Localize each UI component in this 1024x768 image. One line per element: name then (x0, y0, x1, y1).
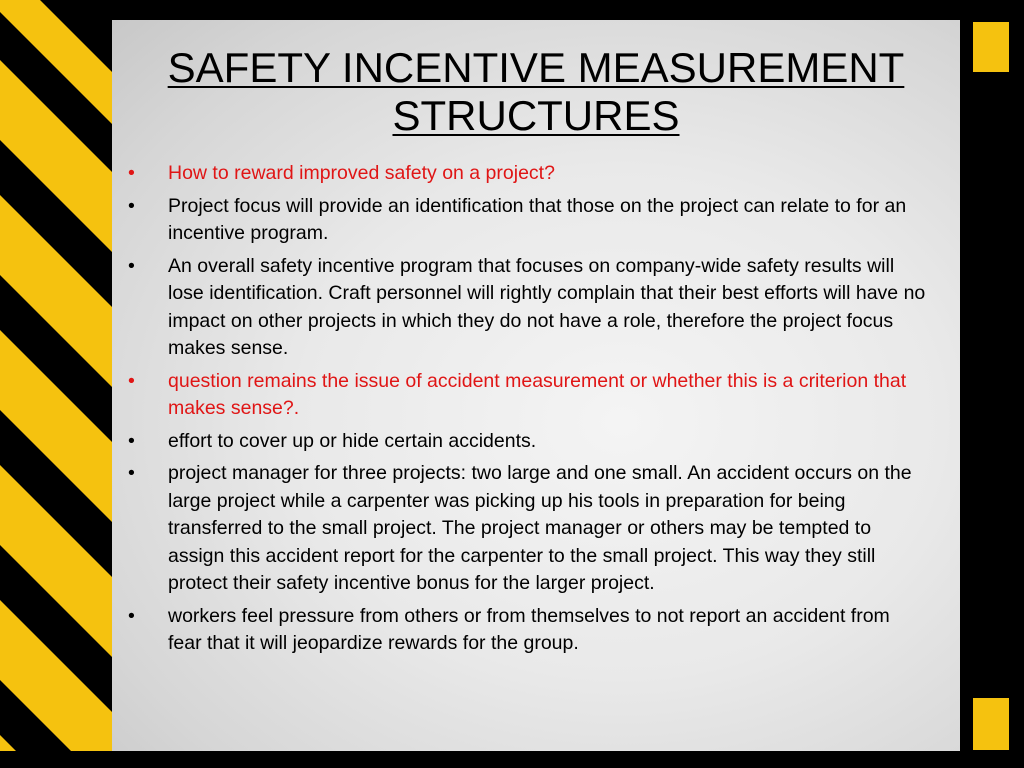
right-border (960, 0, 1024, 768)
hazard-stripes-icon (0, 0, 118, 768)
list-item (128, 368, 928, 423)
list-item (128, 460, 928, 598)
list-item-text: An overall safety incentive program that focuses on company-wide safety results will lose identification. Craft personnel will rightly complain that their best efforts will have no impact on other projects in which they do not have a role, therefore the project focus makes sense. (168, 254, 926, 359)
yellow-block-icon (973, 698, 1009, 750)
title-line-2: STRUCTURES (392, 92, 680, 139)
bullet-icon: • (128, 254, 135, 277)
list-item (128, 603, 928, 658)
bullet-icon: • (128, 429, 135, 452)
yellow-block-icon (973, 22, 1009, 72)
bullet-list (128, 160, 928, 663)
bullet-icon: • (128, 369, 135, 392)
list-item (128, 193, 928, 248)
bullet-icon: • (128, 194, 135, 217)
list-item (128, 253, 928, 363)
list-item-text: question remains the issue of accident measurement or whether this is a criterion that makes sense?. (168, 369, 907, 419)
bullet-icon: • (128, 462, 135, 484)
bullet-icon: • (128, 604, 135, 627)
list-item-text: Project focus will provide an identification that those on the project can relate to for an incentive program. (168, 194, 907, 244)
list-item-text: project manager for three projects: two large and one small. An accident occurs on the large project while a carpenter was picking up his tools in preparation for being transferred to the small project. The project manager or others may be tempted to assign this accident report for the carpenter to the small project. This way they still protect their safety incentive bonus for the larger project. (168, 462, 912, 594)
list-item-text: effort to cover up or hide certain accidents. (168, 429, 537, 452)
list-item-text: workers feel pressure from others or from themselves to not report an accident from fear that it will jeopardize rewards for the group. (168, 604, 890, 654)
list-item-text: How to reward improved safety on a project? (168, 162, 555, 184)
bullet-icon: • (128, 162, 135, 184)
bottom-border (0, 751, 1024, 768)
list-item (128, 160, 928, 188)
page-title (112, 44, 960, 140)
title-line-1: SAFETY INCENTIVE MEASUREMENT (167, 44, 905, 91)
list-item (128, 428, 928, 456)
